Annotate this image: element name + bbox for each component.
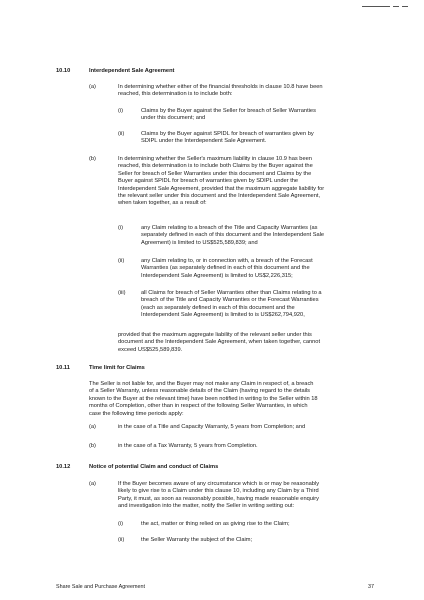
item-text: the Seller Warranty the subject of the Claim; [141,537,253,543]
item-text: the act, matter or thing relied on as giving rise to the Claim; [141,521,290,527]
para-label-a: (a) [89,481,96,487]
proviso-text: provided that the maximum aggregate liability of the relevant seller under this document and the Interdependent Sale Agreement, when taken together, cannot exceed US$525,589,839. [118,332,321,353]
item-text: any Claim relating to, or in connection with, a breach of the Forecast Warranties (as separately defined in each of this document and the Interdependent Sale Agreement) is limited to US$2,226,315; [141,258,313,279]
section-title-10-10: Interdependent Sale Agreement [89,68,175,74]
item-label-ii: (ii) [118,131,125,137]
section-number-10-12: 10.12 [56,464,71,470]
para-text: If the Buyer becomes aware of any circumstance which is or may be reasonably likely to give rise to a Claim under this clause 10, including any Claim by a Third Party, it must, as soon as reasonably possible, having made reasonable enquiry and investigation into the matter, notify the Seller in writing setting out: [118,481,320,510]
item-label-iii: (iii) [118,290,126,296]
item-label-ii: (ii) [118,258,125,264]
para-text: In determining whether the Seller's maximum liability in clause 10.9 has been reached, this determination is to include both Claims by the Buyer against the Seller for breach of Seller Warranties under this document and Claims by the Buyer against SPIDL for breach of warranties given by SDIPL under the Interdependent Sale Agreement, provided that the maximum aggregate liability for the relevant seller under this document and the Interdependent Sale Agreement, when taken together, as a result of: [118,156,325,207]
section-title-10-11: Time limit for Claims [89,365,145,371]
section-number-10-10: 10.10 [56,68,71,74]
item-label-i: (i) [118,521,124,527]
para-text: in the case of a Tax Warranty, 5 years from Completion. [118,443,258,449]
item-label-ii: (ii) [118,537,125,543]
item-label-i: (i) [118,108,124,114]
para-label-b: (b) [89,156,96,162]
item-label-i: (i) [118,225,124,231]
para-label-a: (a) [89,84,96,90]
para-label-a: (a) [89,424,96,430]
item-text: Claims by the Buyer against the Seller for breach of Seller Warranties under this document; and [141,108,316,122]
footer-document-title: Share Sale and Purchase Agreement [56,584,146,590]
item-text: any Claim relating to a breach of the Title and Capacity Warranties (as separately defined in each of this document and the Interdependent Sale Agreement) is limited to US$525,589,839; and [141,225,325,246]
para-text: in the case of a Title and Capacity Warranty, 5 years from Completion; and [118,424,306,430]
page-number: 37 [368,584,374,590]
item-text: all Claims for breach of Seller Warranties other than Claims relating to a breach of the Title and Capacity Warranties or the Forecast Warranties (each as separately defined in each of this document and the Interdependent Sale Agreement) is limited to is US$262,794,920, [141,290,322,319]
section-number-10-11: 10.11 [56,365,70,371]
item-text: Claims by the Buyer against SPIDL for breach of warranties given by SDIPL under the Interdependent Sale Agreement. [141,131,314,145]
para-text: The Seller is not liable for, and the Buyer may not make any Claim in respect of, a breach of a Seller Warranty, unless reasonable details of the Claim (having regard to the details known to the Buyer at the relevant time) have been notified in writing to the Seller within 18 months of Completion, other than in respect of the following Seller Warranties, in which case the following time periods apply: [89,381,318,417]
header-rule [362,6,410,10]
para-label-b: (b) [89,443,96,449]
para-text: In determining whether either of the financial thresholds in clause 10.8 have been reached, this determination is to include both: [118,84,323,98]
section-title-10-12: Notice of potential Claim and conduct of Claims [89,464,219,470]
